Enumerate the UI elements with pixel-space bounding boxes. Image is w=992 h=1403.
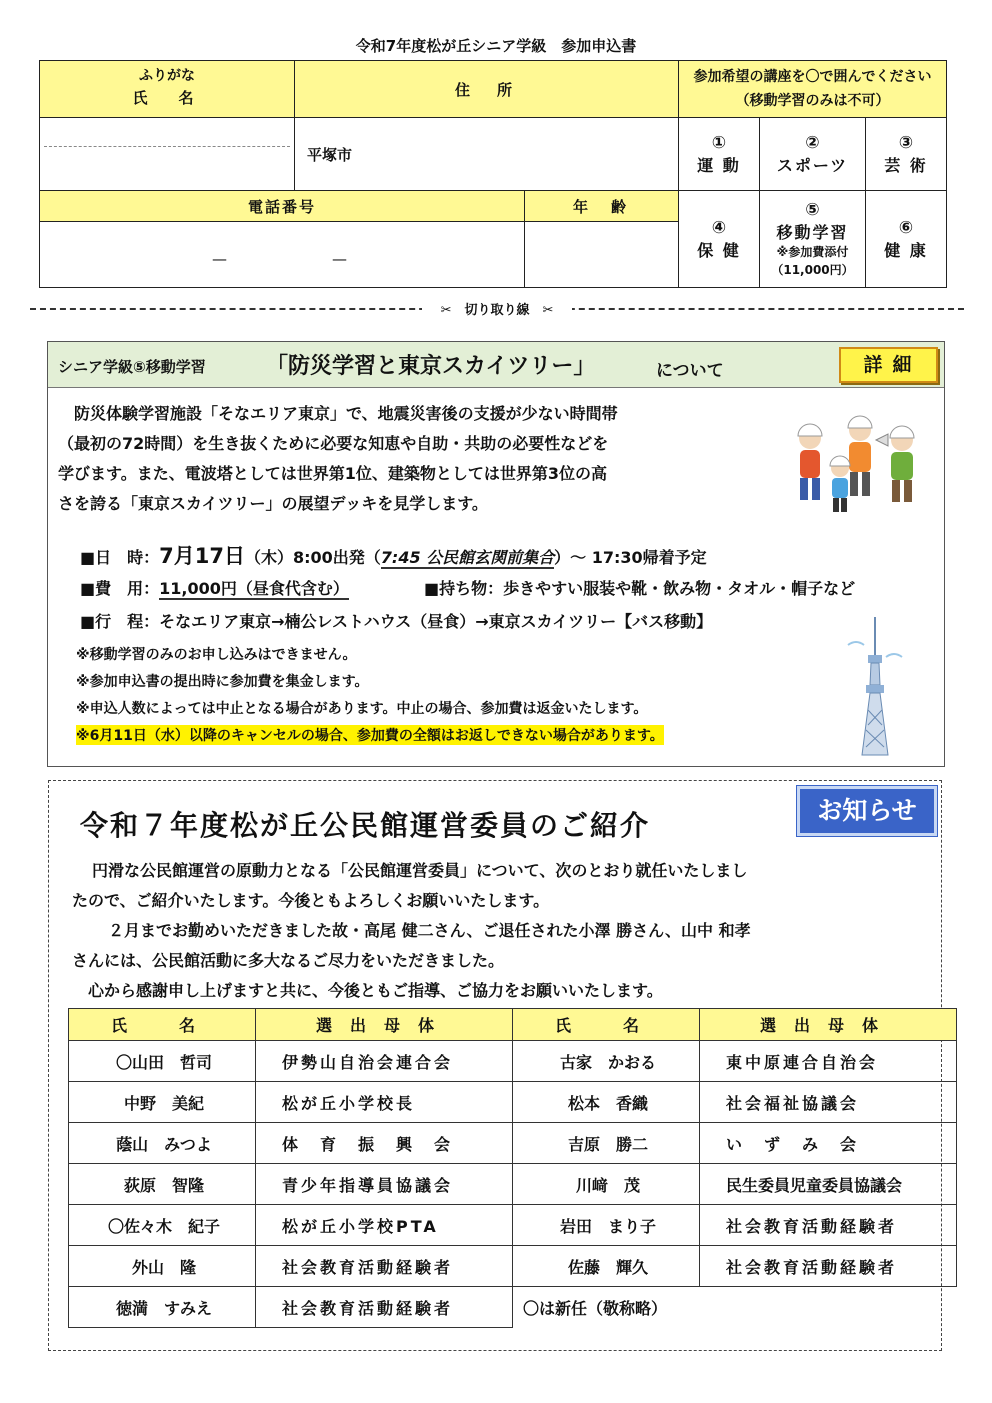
phone-input[interactable] [39,221,525,288]
course-name: スポーツ [776,155,849,175]
course-6[interactable] [865,190,947,288]
member-name: 外山 隆 [69,1246,256,1287]
course-name: 保 健 [697,240,741,260]
course-name: 芸 術 [884,155,928,175]
notice-line: ２月までお勤めいただきました故・高尾 健二さん、ご退任された小澤 勝さん、山中 和孝 [108,921,751,940]
fee-label: ■費 用： [80,579,160,598]
course-name: 運 動 [697,155,741,175]
return-time: ）～ 17:30帰着予定 [554,548,707,567]
member-organization: 社会教育活動経験者 [700,1246,957,1287]
age-label: 年 齢 [524,190,679,222]
column-header: 選出母体 [256,1009,513,1041]
date-label: ■日 時： [80,548,160,567]
application-form [39,60,947,288]
course-instruction: 参加希望の講座を〇で囲んでください（移動学習のみは不可） [678,60,947,118]
address-input[interactable] [294,117,679,191]
member-organization: 松が丘小学校長 [256,1082,513,1123]
cancellation-note: ※6月11日（水）以降のキャンセルの場合、参加費の全額はお返しできない場合があります。 [76,725,664,745]
notice-badge: お知らせ [797,786,937,836]
table-row [69,1205,957,1246]
address-prefix: 平塚市 [307,145,353,164]
member-organization: 体 育 振 興 会 [256,1123,513,1164]
furigana-label: ふりがな [139,68,195,84]
course-2[interactable] [759,117,866,191]
name-label: 氏 名 [132,89,202,107]
trip-route [80,609,712,632]
member-organization: 松が丘小学校PTA [256,1205,513,1246]
member-organization: 社会教育活動経験者 [256,1287,513,1328]
member-name: 佐藤 輝久 [513,1246,700,1287]
member-name: 荻原 智隆 [69,1164,256,1205]
form-title: 令和7年度松が丘シニア学級 参加申込書 [355,37,637,55]
course-1[interactable] [678,117,760,191]
name-input-area[interactable] [39,117,295,191]
route-value: そなエリア東京→楠公レストハウス（昼食）→東京スカイツリー【バス移動】 [159,612,713,631]
notice-title: 令和７年度松が丘公民館運営委員のご紹介 [80,809,651,842]
field-trip-title: 「防災学習と東京スカイツリー」 [266,354,596,379]
member-name: 吉原 勝二 [513,1123,700,1164]
course-number: ⑤ [805,199,820,220]
notice-line: 心から感謝申し上げますと共に、今後ともご指導、ご協力をお願いいたします。 [88,981,663,1000]
member-name: 岩田 まり子 [513,1205,700,1246]
member-organization: 民生委員児童委員協議会 [700,1164,957,1205]
committee-table [68,1008,957,1328]
course-3[interactable] [865,117,947,191]
trip-date [80,540,707,570]
member-name: 川﨑 茂 [513,1164,700,1205]
new-member-legend: 〇は新任（敬称略） [523,1298,668,1318]
table-row [69,1164,957,1205]
phone-label: 電話番号 [39,190,525,222]
course-5[interactable] [759,190,866,288]
items-value: 歩きやすい服装や靴・飲み物・タオル・帽子など [503,579,856,598]
trip-note: ※移動学習のみのお申し込みはできません。 [76,647,357,663]
date-value: 7月17日 [159,544,245,568]
member-organization: い ず み 会 [700,1123,957,1164]
notice-line: さんには、公民館活動に多大なるご尽力をいただきました。 [72,951,505,970]
trip-fee [80,576,349,599]
course-number: ② [805,132,820,153]
name-header-cell [39,60,295,118]
phone-dash: — [332,250,347,268]
member-organization: 社会教育活動経験者 [700,1205,957,1246]
notice-line: たので、ご紹介いたします。今後ともよろしくお願いいたします。 [72,891,550,910]
member-name: 松本 香織 [513,1082,700,1123]
course-fee-note: ※参加費添付 [776,244,849,259]
address-label: 住 所 [294,60,679,118]
course-name: 移動学習 [776,222,849,242]
table-row [69,1082,957,1123]
age-input[interactable] [524,221,679,288]
member-organization: 伊勢山自治会連合会 [256,1041,513,1082]
trip-paragraph-line: 学びます。また、電波塔としては世界第1位、建築物としては世界第3位の高 [58,464,607,483]
trip-paragraph-line: （最初の72時間）を生き抜くために必要な知恵や自助・共助の必要性などを [58,434,609,453]
course-number: ③ [898,132,914,153]
skytree-illustration [842,615,908,757]
course-name: 健 康 [884,240,928,260]
fee-value: 11,000円（昼食代含む） [159,579,349,598]
member-organization: 東中原連合自治会 [700,1041,957,1082]
member-name: 徳満 すみえ [69,1287,256,1328]
table-row [69,1041,957,1082]
course-number: ① [711,132,727,153]
member-name: 中野 美紀 [69,1082,256,1123]
date-departure: （木）8:00出発（ [244,548,381,567]
member-organization: 社会教育活動経験者 [256,1246,513,1287]
detail-badge: 詳細 [839,347,938,383]
table-header-row [69,1009,957,1041]
course-number: ⑥ [898,217,914,238]
course-fee: （11,000円） [771,262,854,277]
member-name: 〇山田 哲司 [69,1041,256,1082]
hiking-family-illustration [780,410,930,520]
column-header: 氏 名 [69,1009,256,1041]
notice-line: 円滑な公民館運営の原動力となる「公民館運営委員」について、次のとおり就任いたしまし [92,861,748,880]
cut-line-label: ✂ 切り取り線 ✂ [422,299,572,318]
trip-paragraph-line: 防災体験学習施設「そなエリア東京」で、地震災害後の支援が少ない時間帯 [74,404,618,423]
phone-dash: — [212,250,227,268]
meeting-point: 7:45 公民館玄関前集合 [380,548,555,567]
furigana-divider [44,146,290,147]
field-trip-title-suffix: について [656,361,724,381]
trip-paragraph-line: さを誇る「東京スカイツリー」の展望デッキを見学します。 [58,494,488,513]
column-header: 氏 名 [513,1009,700,1041]
course-number: ④ [711,217,727,238]
trip-note: ※申込人数によっては中止となる場合があります。中止の場合、参加費は返金いたします。 [76,701,648,717]
member-name: 〇佐々木 紀子 [69,1205,256,1246]
course-4[interactable] [678,190,760,288]
member-name: 蔭山 みつよ [69,1123,256,1164]
column-header: 選出母体 [700,1009,957,1041]
trip-note: ※参加申込書の提出時に参加費を集金します。 [76,674,369,690]
route-label: ■行 程： [80,612,160,631]
field-trip-series: シニア学級⑤移動学習 [58,358,206,376]
member-name: 古家 かおる [513,1041,700,1082]
table-row [69,1246,957,1287]
member-organization: 社会福祉協議会 [700,1082,957,1123]
trip-items [424,576,855,599]
table-row [69,1287,957,1328]
member-organization: 青少年指導員協議会 [256,1164,513,1205]
table-row [69,1123,957,1164]
items-label: ■持ち物： [424,579,504,598]
